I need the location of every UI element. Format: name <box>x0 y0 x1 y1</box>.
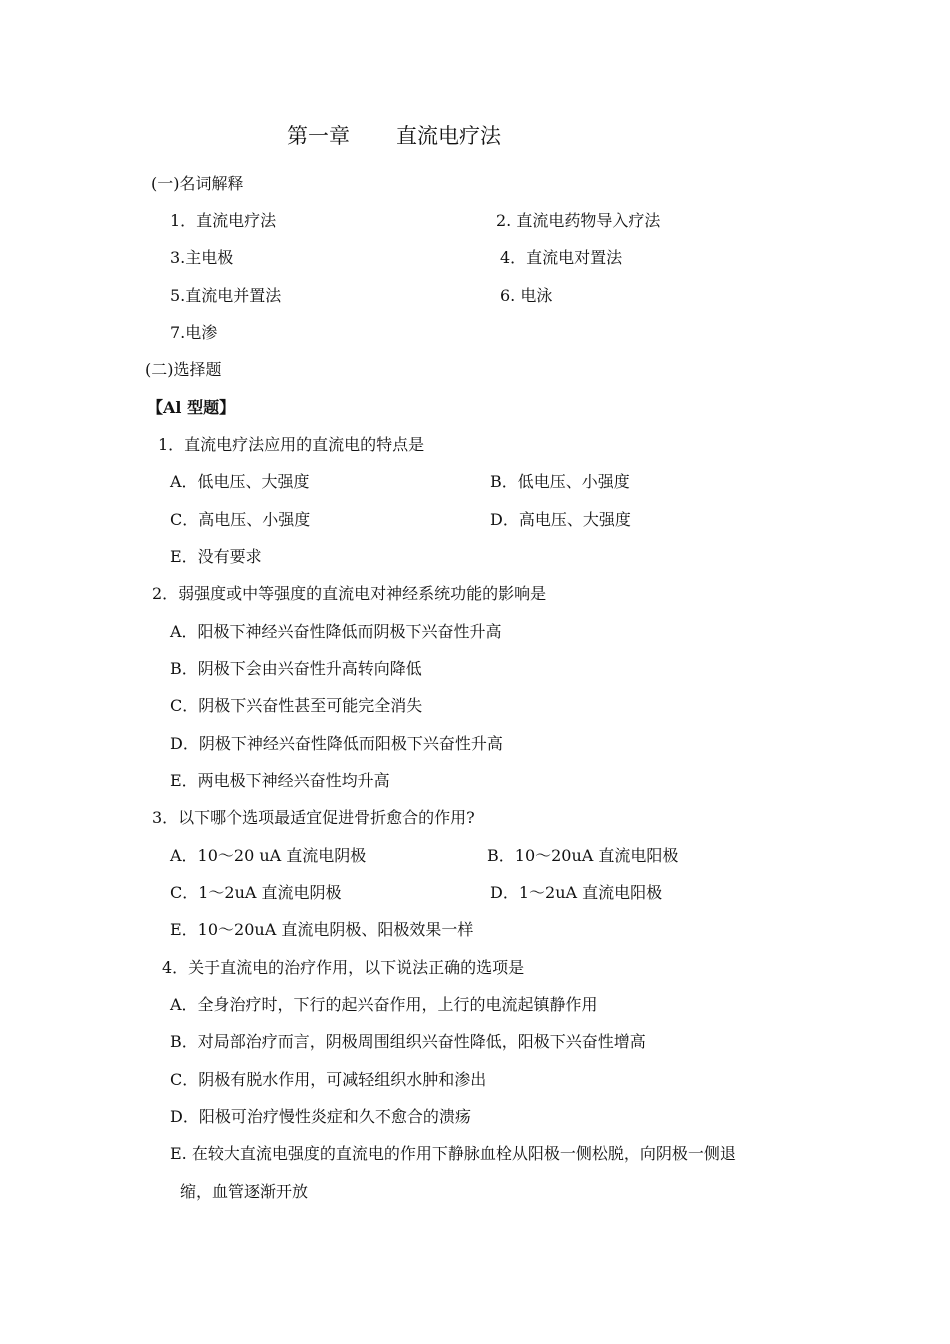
term-item: 6. 电泳 <box>500 286 553 305</box>
question-stem: 1．直流电疗法应用的直流电的特点是 <box>158 435 425 454</box>
option-item: A．10～20 uA 直流电阴极 <box>170 846 367 865</box>
term-item: 2. 直流电药物导入疗法 <box>496 211 661 230</box>
option-item: D．阴极下神经兴奋性降低而阳极下兴奋性升高 <box>170 734 503 753</box>
term-item: 3.主电极 <box>170 248 234 267</box>
question-stem: 2．弱强度或中等强度的直流电对神经系统功能的影响是 <box>152 584 547 603</box>
option-item-continuation: 缩，血管逐渐开放 <box>180 1182 309 1201</box>
term-item: 4．直流电对置法 <box>500 248 623 267</box>
chapter-number: 第一章 <box>287 124 350 148</box>
option-item: E．没有要求 <box>170 547 262 566</box>
option-item: B．10～20uA 直流电阳极 <box>487 846 679 865</box>
option-item: B．对局部治疗而言，阴极周围组织兴奋性降低，阳极下兴奋性增高 <box>170 1032 646 1051</box>
option-item: E．10～20uA 直流电阴极、阳极效果一样 <box>170 920 474 939</box>
option-item: C．阴极有脱水作用，可减轻组织水肿和渗出 <box>170 1070 487 1089</box>
option-item: A．阳极下神经兴奋性降低而阴极下兴奋性升高 <box>170 622 502 641</box>
option-item: A．全身治疗时，下行的起兴奋作用，上行的电流起镇静作用 <box>170 995 598 1014</box>
chapter-name: 直流电疗法 <box>396 124 501 148</box>
section-heading: (二)选择题 <box>145 360 222 379</box>
option-item: E．两电极下神经兴奋性均升高 <box>170 771 390 790</box>
chapter-title <box>287 123 501 149</box>
option-item: A．低电压、大强度 <box>170 472 310 491</box>
section-heading: (一)名词解释 <box>151 174 244 193</box>
option-item: B．低电压、小强度 <box>490 472 630 491</box>
option-item: D．高电压、大强度 <box>490 510 631 529</box>
option-item: C．高电压、小强度 <box>170 510 311 529</box>
option-item: C．1～2uA 直流电阴极 <box>170 883 342 902</box>
option-item: D．1～2uA 直流电阳极 <box>490 883 663 902</box>
term-item: 7.电渗 <box>170 323 218 342</box>
question-stem: 3．以下哪个选项最适宜促进骨折愈合的作用? <box>152 808 475 827</box>
option-item: C．阴极下兴奋性甚至可能完全消失 <box>170 696 423 715</box>
question-type-label: 【Al 型题】 <box>147 398 236 417</box>
question-stem: 4．关于直流电的治疗作用，以下说法正确的选项是 <box>162 958 525 977</box>
option-item: B．阴极下会由兴奋性升高转向降低 <box>170 659 422 678</box>
option-item: D．阳极可治疗慢性炎症和久不愈合的溃疡 <box>170 1107 471 1126</box>
option-item: E. 在较大直流电强度的直流电的作用下静脉血栓从阳极一侧松脱，向阴极一侧退 <box>170 1144 736 1163</box>
term-item: 5.直流电并置法 <box>170 286 282 305</box>
term-item: 1．直流电疗法 <box>170 211 277 230</box>
